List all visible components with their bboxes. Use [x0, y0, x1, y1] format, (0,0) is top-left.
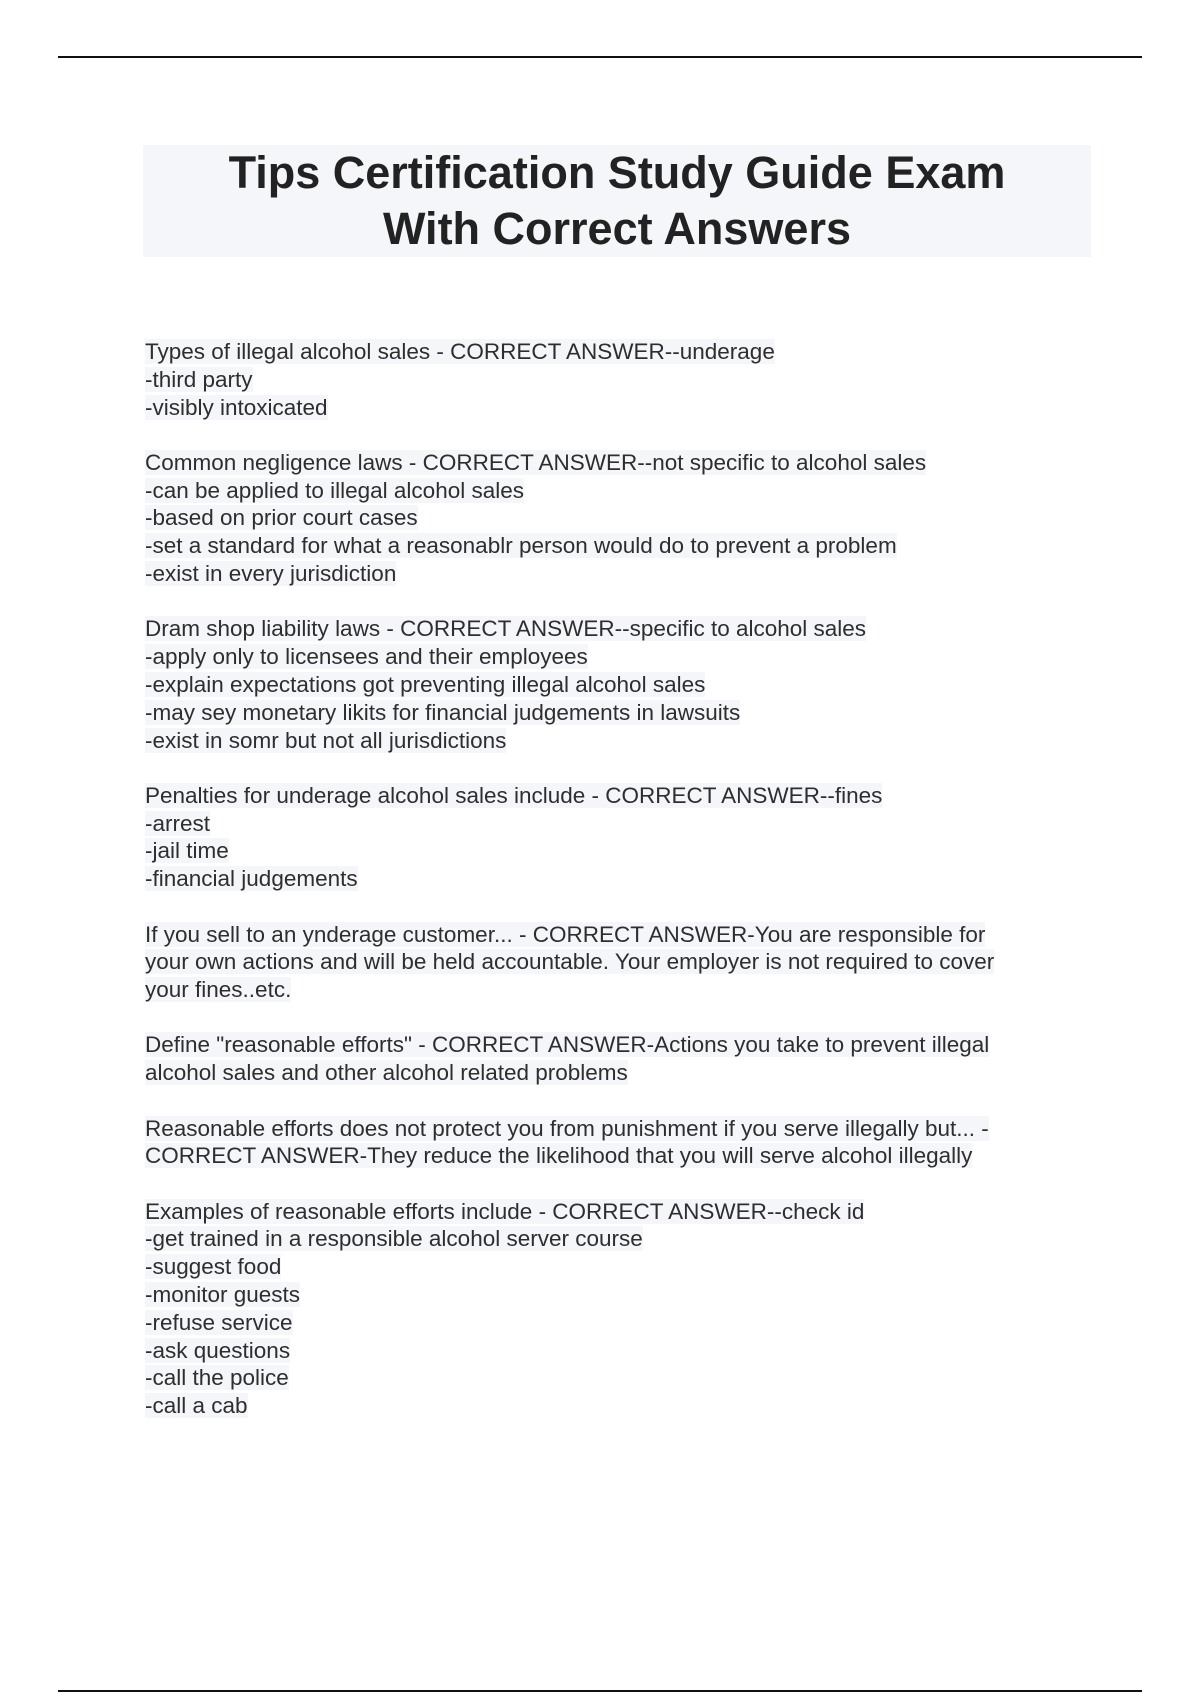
title-line-1: Tips Certification Study Guide Exam [228, 147, 1006, 198]
qa-answer-line [145, 1309, 1085, 1337]
header-rule [58, 56, 1142, 58]
qa-line-text: -jail time [145, 838, 229, 864]
qa-line-text: -get trained in a responsible alcohol server course [145, 1226, 643, 1252]
qa-entry [145, 449, 1085, 588]
qa-entry [145, 782, 1085, 893]
qa-answer-line [145, 810, 1085, 838]
qa-line-text: Reasonable efforts does not protect you from punishment if you serve illegally but... - [145, 1115, 989, 1141]
qa-line-text: If you sell to an ynderage customer... - CORRECT ANSWER-You are responsible for [145, 921, 986, 947]
qa-line-text: -call a cab [145, 1393, 248, 1419]
qa-line-text: Penalties for underage alcohol sales include - CORRECT ANSWER--fines [145, 782, 883, 808]
qa-answer-line [145, 477, 1085, 505]
qa-answer-line [145, 532, 1085, 560]
qa-question-line [145, 782, 1085, 810]
qa-answer-line [145, 865, 1085, 893]
footer-rule [58, 1690, 1142, 1692]
qa-entry [145, 921, 1085, 1004]
qa-line-text: -based on prior court cases [145, 505, 418, 531]
qa-answer-line [145, 394, 1085, 422]
qa-line-text: your fines..etc. [145, 977, 292, 1003]
qa-line-text: -exist in every jurisdiction [145, 561, 397, 587]
qa-line-text: alcohol sales and other alcohol related problems [145, 1060, 628, 1086]
qa-answer-line [145, 727, 1085, 755]
qa-entry [145, 338, 1085, 421]
qa-line-text: -call the police [145, 1365, 289, 1391]
qa-line-text: -can be applied to illegal alcohol sales [145, 477, 524, 503]
qa-line-text: -refuse service [145, 1309, 293, 1335]
qa-answer-line [145, 366, 1085, 394]
qa-entry [145, 615, 1085, 754]
qa-entry [145, 1031, 1085, 1087]
qa-answer-line [145, 1059, 1085, 1087]
qa-line-text: Dram shop liability laws - CORRECT ANSWER--specific to alcohol sales [145, 616, 867, 642]
qa-line-text: -may sey monetary likits for financial judgements in lawsuits [145, 699, 741, 725]
qa-line-text: -set a standard for what a reasonablr person would do to prevent a problem [145, 533, 897, 559]
qa-question-line [145, 449, 1085, 477]
qa-line-text: Types of illegal alcohol sales - CORRECT ANSWER--underage [145, 339, 775, 364]
qa-answer-line [145, 1364, 1085, 1392]
qa-line-text: Examples of reasonable efforts include - CORRECT ANSWER--check id [145, 1198, 865, 1224]
qa-question-line [145, 921, 1085, 949]
qa-answer-line [145, 1337, 1085, 1365]
qa-list [145, 338, 1085, 1448]
qa-answer-line [145, 1225, 1085, 1253]
qa-line-text: your own actions and will be held accountable. Your employer is not required to cover [145, 949, 995, 975]
qa-question-line [145, 1115, 1085, 1143]
qa-line-text: -financial judgements [145, 866, 358, 892]
qa-answer-line [145, 1142, 1085, 1170]
qa-answer-line [145, 504, 1085, 532]
qa-entry [145, 1115, 1085, 1171]
qa-line-text: -explain expectations got preventing illegal alcohol sales [145, 671, 706, 697]
qa-answer-line [145, 976, 1085, 1004]
document-title [143, 145, 1091, 257]
qa-answer-line [145, 1253, 1085, 1281]
qa-entry [145, 1198, 1085, 1420]
title-line-2: With Correct Answers [382, 203, 852, 254]
qa-question-line [145, 1031, 1085, 1059]
qa-answer-line [145, 671, 1085, 699]
qa-line-text: Common negligence laws - CORRECT ANSWER--not specific to alcohol sales [145, 449, 927, 475]
qa-line-text: CORRECT ANSWER-They reduce the likelihood that you will serve alcohol illegally [145, 1143, 973, 1169]
qa-line-text: -exist in somr but not all jurisdictions [145, 727, 507, 753]
qa-answer-line [145, 1392, 1085, 1420]
qa-answer-line [145, 1281, 1085, 1309]
qa-line-text: -apply only to licensees and their employees [145, 644, 588, 670]
qa-answer-line [145, 643, 1085, 671]
qa-line-text: -arrest [145, 810, 211, 836]
qa-line-text: Define "reasonable efforts" - CORRECT ANSWER-Actions you take to prevent illegal [145, 1032, 990, 1058]
qa-question-line [145, 338, 1085, 366]
qa-answer-line [145, 948, 1085, 976]
qa-line-text: -suggest food [145, 1254, 282, 1280]
qa-answer-line [145, 837, 1085, 865]
qa-line-text: -visibly intoxicated [145, 394, 328, 420]
qa-line-text: -ask questions [145, 1337, 291, 1363]
qa-line-text: -third party [145, 366, 253, 392]
qa-answer-line [145, 560, 1085, 588]
qa-question-line [145, 615, 1085, 643]
qa-line-text: -monitor guests [145, 1282, 301, 1308]
qa-question-line [145, 1198, 1085, 1226]
qa-answer-line [145, 699, 1085, 727]
